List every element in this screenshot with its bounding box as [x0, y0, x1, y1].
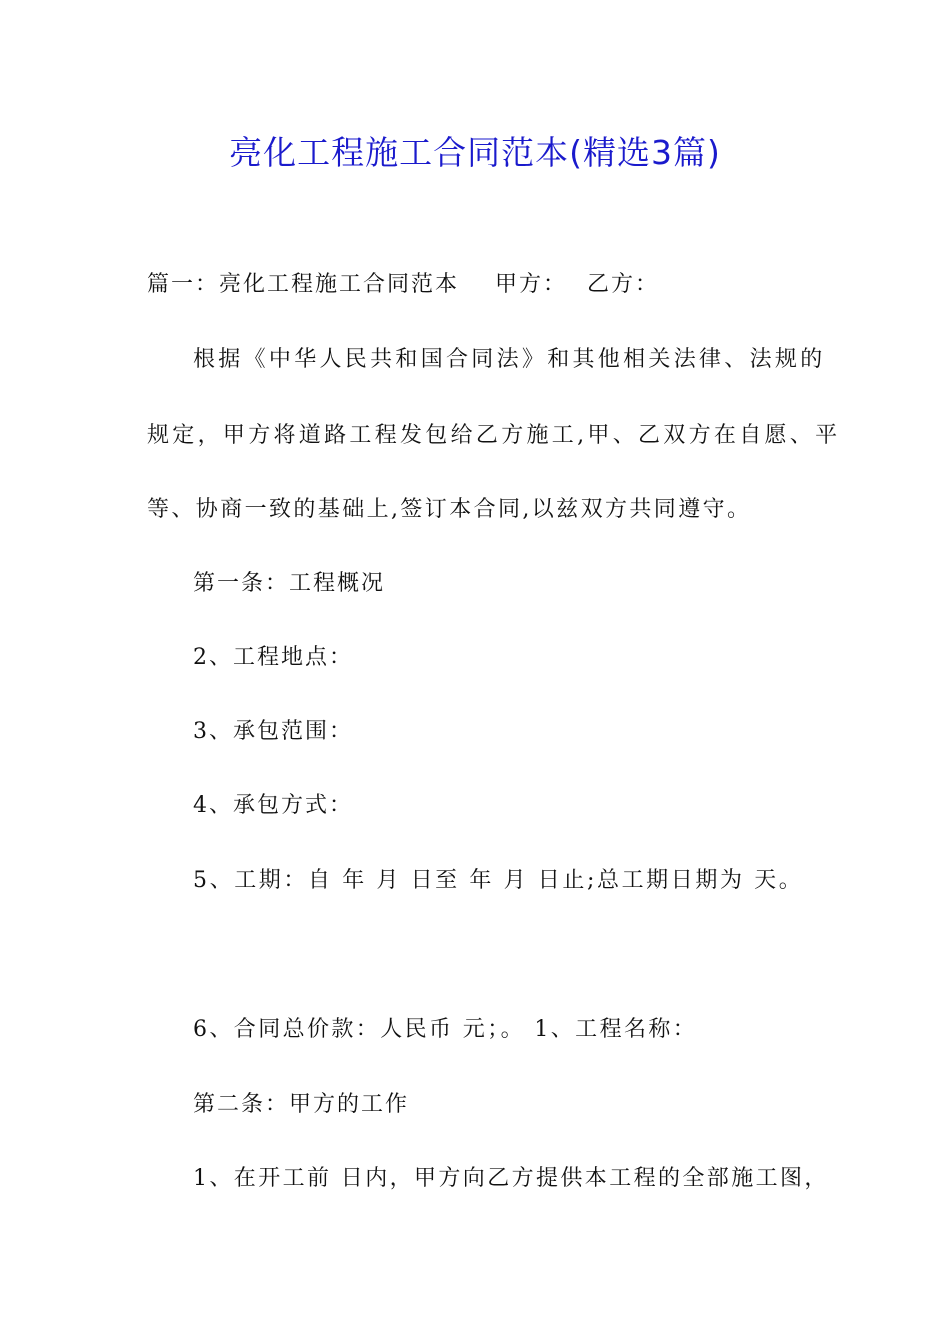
section-header-line	[147, 270, 659, 300]
article-one-item: 4、承包方式：	[193, 793, 353, 818]
article-one-item: 2、工程地点：	[193, 645, 353, 670]
document-title: 亮化工程施工合同范本(精选3篇)	[229, 133, 721, 172]
article-one-heading: 第一条：工程概况	[193, 571, 386, 596]
article-one-item: 5、工期：自 年 月 日至 年 月 日止;总工期日期为 天。	[193, 868, 804, 893]
paragraph-line: 等、协商一致的基础上,签订本合同,以兹双方共同遵守。	[147, 497, 752, 522]
article-one-item: 3、承包范围：	[193, 719, 353, 744]
party-b-label: 乙方：	[587, 272, 660, 297]
paragraph-line: 规定，甲方将道路工程发包给乙方施工,甲、乙双方在自愿、平	[147, 423, 841, 448]
article-two-heading: 第二条：甲方的工作	[193, 1092, 410, 1117]
party-a-label: 甲方：	[495, 272, 568, 297]
contract-price-line: 6、合同总价款：人民币 元；。 1、工程名称：	[193, 1017, 698, 1042]
article-two-item: 1、在开工前 日内，甲方向乙方提供本工程的全部施工图，	[193, 1166, 829, 1191]
section-title: 篇一：亮化工程施工合同范本	[147, 272, 460, 297]
paragraph-line: 根据《中华人民共和国合同法》和其他相关法律、法规的	[193, 347, 826, 372]
